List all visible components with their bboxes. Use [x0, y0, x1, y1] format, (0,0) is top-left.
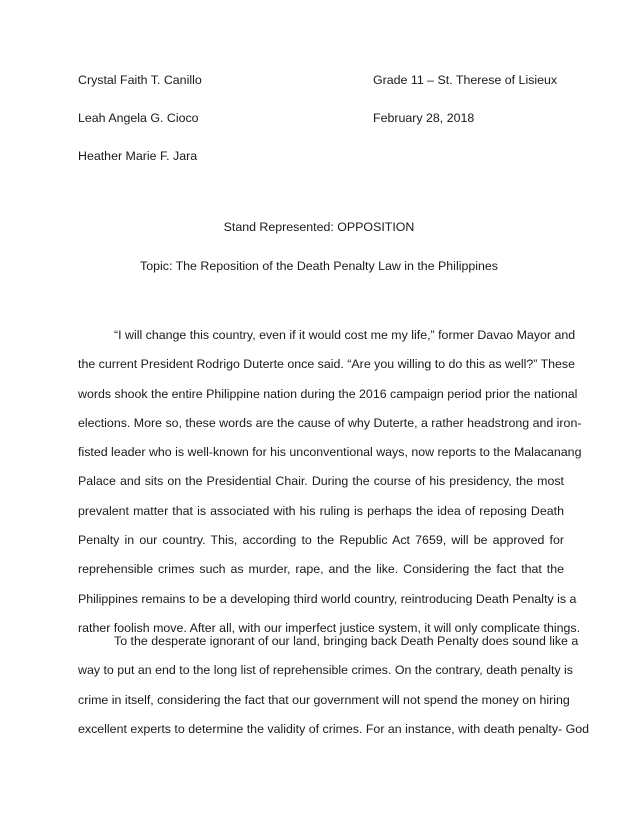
paragraph-line: Palace and sits on the Presidential Chair. During the course of his presidency, the most	[78, 474, 564, 489]
header-row-1	[78, 72, 568, 88]
topic-heading: Topic: The Reposition of the Death Penalty Law in the Philippines	[140, 259, 498, 273]
author-name-2: Leah Angela G. Cioco	[78, 111, 199, 125]
paragraph-line: To the desperate ignorant of our land, bringing back Death Penalty does sound like a	[114, 634, 579, 648]
grade-section: Grade 11 – St. Therese of Lisieux	[373, 73, 558, 87]
paragraph-1	[78, 327, 582, 649]
paragraph-line: way to put an end to the long list of reprehensible crimes. On the contrary, death penalty is	[78, 663, 573, 678]
paragraph-line: Philippines remains to be a developing third world country, reintroducing Death Penalty is a	[78, 591, 577, 606]
paragraph-line: reprehensible crimes such as murder, rape, and the like. Considering the fact that the	[78, 562, 564, 577]
paragraph-line: prevalent matter that is associated with his ruling is perhaps the idea of reposing Death	[78, 503, 564, 518]
header-row-2	[78, 110, 568, 126]
document-date: February 28, 2018	[373, 111, 475, 125]
paragraph-line: Penalty in our country. This, according to the Republic Act 7659, will be approved for	[78, 533, 564, 548]
paragraph-line: elections. More so, these words are the cause of why Duterte, a rather headstrong and iron-	[78, 415, 582, 430]
paragraph-line: rather foolish move. After all, with our imperfect justice system, it will only complicate things.	[78, 620, 581, 635]
paragraph-line: words shook the entire Philippine nation during the 2016 campaign period prior the national	[78, 386, 578, 401]
paragraph-line: crime in itself, considering the fact that our government will not spend the money on hiring	[78, 692, 570, 707]
author-name-1: Crystal Faith T. Canillo	[78, 73, 202, 87]
paragraph-line: “I will change this country, even if it would cost me my life,” former Davao Mayor and	[114, 328, 576, 342]
stand-heading: Stand Represented: OPPOSITION	[223, 220, 415, 234]
header-row-3	[78, 148, 568, 164]
paragraph-line: excellent experts to determine the validity of crimes. For an instance, with death penalty- God	[78, 721, 590, 736]
paragraph-line: fisted leader who is well-known for his unconventional ways, now reports to the Malacanang	[78, 445, 582, 460]
paragraph-2	[78, 633, 590, 750]
author-name-3: Heather Marie F. Jara	[78, 149, 198, 163]
paragraph-line: the current President Rodrigo Duterte once said. “Are you willing to do this as well?” These	[78, 357, 576, 372]
